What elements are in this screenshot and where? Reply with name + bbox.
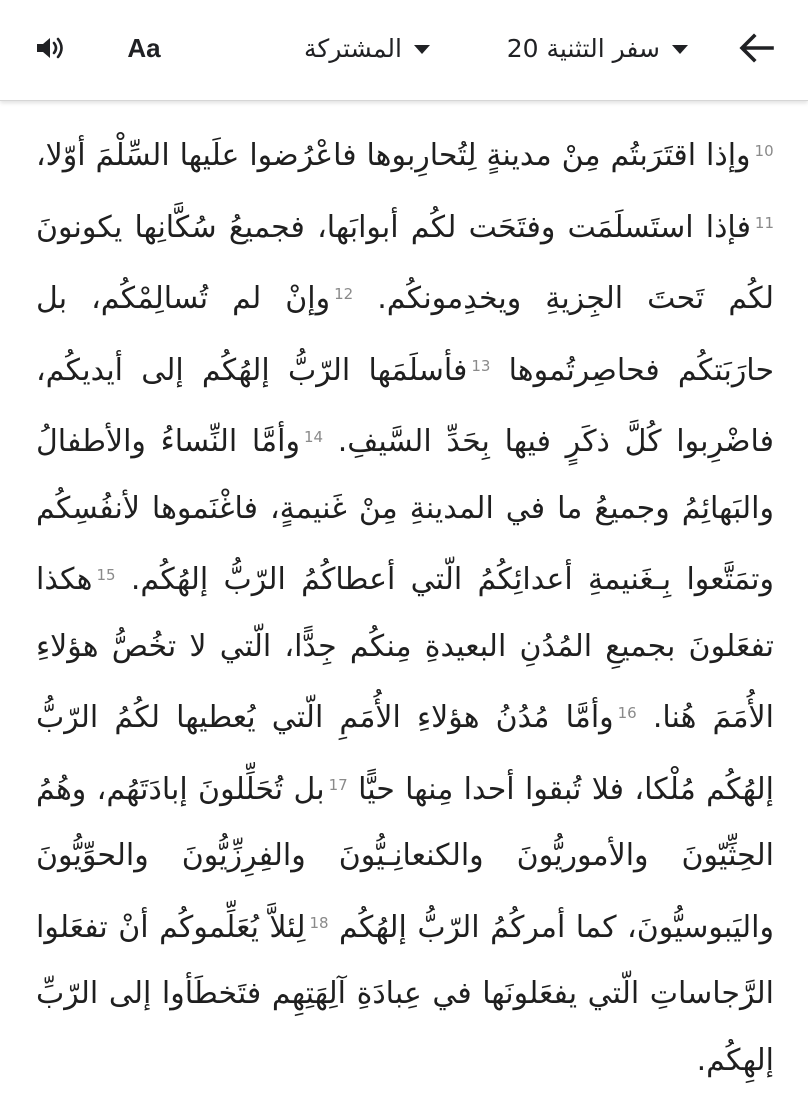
verse-text: بل تُحَلِّلونَ إبادَتَهُم، وهُمُ الحِثِّيّونَ والأموريُّونَ والكنعانِـيُّونَ والفِرِزِّيُّونَ والحوِّيُّونَ واليَبوسيُّونَ، كما أمركُمُ الرّبُّ إلهُكُم bbox=[36, 771, 774, 945]
verse-text: فأسلَمَها الرّبُّ إلهُكُم إلى أيديكُم، فاضْرِبوا كُلَّ ذكَرٍ فيها بِحَدِّ السَّيفِ. bbox=[36, 352, 774, 459]
verse-number: 10 bbox=[754, 142, 774, 160]
verse-number: 15 bbox=[96, 566, 116, 584]
verse-number: 14 bbox=[303, 428, 324, 446]
verse-number: 16 bbox=[617, 704, 637, 722]
verse-text: وأمَّا النِّساءُ والأطفالُ والبَهائِمُ وجميعُ ما في المدينةِ مِنْ غَنيمةٍ، فاغْنَموها لأنفُسِكُم وتمَتَّعوا بِـغَنيمةِ أعدائِكُمُ الّتي أعطاكُمُ الرّبُّ إلهُكُم. bbox=[36, 424, 774, 597]
arrow-back-icon bbox=[738, 32, 774, 64]
verse-text: لِئلاَّ يُعَلِّموكُم أنْ تفعَلوا الرَّجاساتِ الّتي يفعَلونَها في عِبادَةِ آلِهَتِهِم فتَخطَأوا إلى الرّبِّ إلهِكُم. bbox=[36, 909, 774, 1078]
verse-number: 13 bbox=[471, 356, 491, 375]
top-toolbar bbox=[0, 0, 808, 101]
verse-text: وإذا اقتَرَبتُم مِنْ مدينةٍ لِتُحارِبوها فاعْرُضوا علَيها السِّلْمَ أوّلا، bbox=[36, 138, 751, 173]
chapter-text bbox=[36, 118, 774, 1094]
caret-down-icon bbox=[414, 45, 430, 54]
verse[interactable] bbox=[36, 138, 774, 173]
verse-text: وأمَّا مُدُنُ هؤلاءِ الأُمَمِ الّتي يُعطيها لكُمُ الرّبُّ إلهُكُم مُلْكا، فلا تُبقوا أحدا مِنها حيًّا bbox=[36, 700, 774, 807]
font-size-button[interactable]: Aa bbox=[127, 32, 161, 63]
verse-text: وإنْ لم تُسالِمْكُم، بل حارَبَتكُم فحاصِرتُموها bbox=[36, 281, 774, 388]
verse-number: 18 bbox=[309, 913, 329, 932]
version-dropdown[interactable] bbox=[304, 26, 430, 70]
book-chapter-label: سفر التثنية 20 bbox=[506, 33, 660, 63]
speaker-icon bbox=[34, 34, 66, 62]
verse-text: هكذا تفعَلونَ بجميعِ المُدُنِ البعيدةِ مِنكُم جِدًّا، الّتي لا تخُصُّ هؤلاءِ الأُمَمَ هُنا. bbox=[36, 562, 774, 735]
caret-down-icon bbox=[672, 45, 688, 54]
audio-button[interactable] bbox=[28, 26, 72, 70]
verse-number: 17 bbox=[328, 775, 348, 794]
verse-number: 12 bbox=[334, 285, 354, 303]
verse-text: فإذا استَسلَمَت وفتَحَت لكُم أبوابَها، فجميعُ سُكَّانِها يكونونَ لكُم تَحتَ الجِزيةِ ويخدِمونكُم. bbox=[36, 209, 774, 316]
back-button[interactable] bbox=[734, 26, 778, 70]
verse-number: 11 bbox=[754, 213, 774, 232]
version-label: المشتركة bbox=[304, 33, 402, 63]
book-chapter-dropdown[interactable] bbox=[507, 26, 688, 70]
